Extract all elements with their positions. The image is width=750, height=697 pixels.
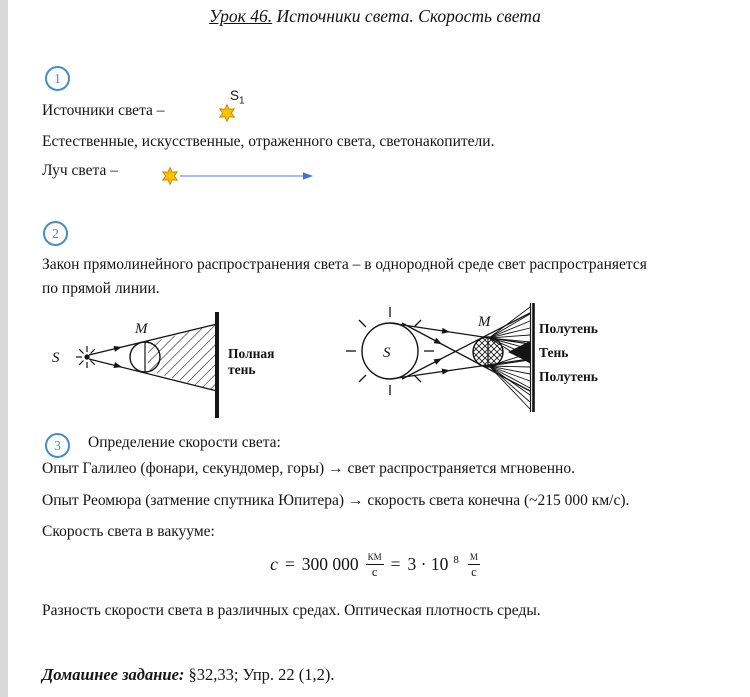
reaumur-experiment-line: Опыт Реомюра (затмение спутника Юпитера) → скорость света конечна (~215 000 км/с). [42,492,630,509]
source-point-subscript: 1 [239,95,245,107]
umbra-hatched-region [148,324,217,391]
point-source-shadow-diagram [30,302,320,430]
homework-line [42,665,335,685]
umbra-label: Тень [539,345,569,360]
page-left-border [0,0,8,697]
law-line-1: Закон прямолинейного распространения света – в однородной среде свет распространяется [42,256,647,273]
vacuum-speed-label: Скорость света в вакууме: [42,523,215,540]
full-shadow-label-line1: Полная [228,346,275,361]
penumbra-bottom-label: Полутень [539,369,598,384]
source-point-letter: S [230,88,240,103]
obstacle-label: M [478,314,491,330]
formula-fraction-km-s [366,550,384,579]
formula-exponent: 8 [453,553,459,566]
sources-label: Источники света – [42,102,165,119]
section-2-badge: 2 [43,221,68,246]
ray-arrowhead-icon [434,338,444,347]
ray-arrowhead-icon [303,172,313,179]
star-shape [220,105,234,122]
law-paragraph [42,253,647,300]
fraction-denominator: с [371,565,378,580]
lesson-number: Урок 46. [209,6,273,26]
formula-fraction-m-s [468,550,480,579]
homework-label: Домашнее задание: [42,665,185,684]
ray-arrowhead-icon [434,356,444,365]
full-shadow-label-line2: тень [228,362,256,377]
ray-arrowhead-icon [114,362,123,370]
speed-of-light-formula [0,550,750,579]
galileo-experiment-line: Опыт Галилео (фонари, секундомер, горы) → свет распространяется мгновенно. [42,460,575,477]
ray-arrowhead-icon [114,344,123,352]
homework-text: §32,33; Упр. 22 (1,2). [184,665,335,684]
law-line-2: по прямой линии. [42,279,160,297]
obstacle-label: M [135,321,148,337]
star-shape [163,168,177,185]
formula-equals: = [390,554,401,575]
page-title [0,6,750,27]
extended-source-label: S [383,345,391,361]
source-types-line: Естественные, искусственные, отраженного света, светонакопители. [42,133,495,150]
section-3-badge: 3 [45,433,70,458]
light-ray-arrow [178,170,314,182]
fraction-numerator: км [366,550,384,565]
fraction-numerator: м [468,550,480,565]
speed-heading: Определение скорости света: [88,434,281,451]
lesson-subtitle: Источники света. Скорость света [272,6,541,26]
formula-value-kms: 300 000 [301,554,359,575]
star-icon [160,166,180,186]
source-point-label [230,88,245,107]
section-1-badge: 1 [45,66,70,91]
fraction-denominator: с [471,565,477,580]
penumbra-top-label: Полутень [539,321,598,336]
ray-label: Луч света – [42,162,119,179]
formula-mantissa: 3 · 10 [407,554,449,575]
media-density-line: Разность скорости света в различных средах. Оптическая плотность среды. [42,602,541,619]
formula-equals: = [284,554,295,575]
point-source-label: S [52,350,60,366]
point-light-source-icon [76,346,95,368]
extended-source-shadow-diagram [338,295,638,430]
formula-variable: c [270,554,278,575]
